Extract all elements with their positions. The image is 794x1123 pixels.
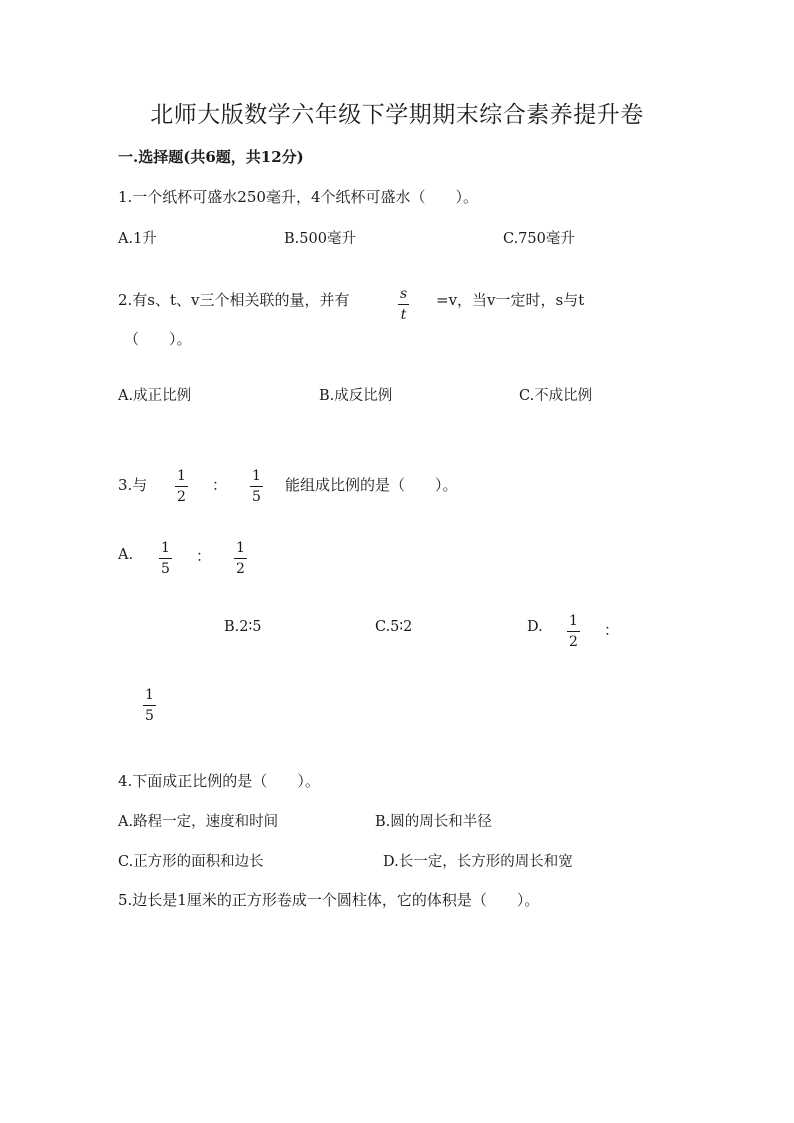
question-2-text-before: 2.有s、t、v三个相关联的量，并有 <box>118 291 350 309</box>
ratio-colon: ： <box>196 547 212 565</box>
question-4-option-d[interactable]: D.长一定，长方形的周长和宽 <box>383 854 573 870</box>
section-heading: 一.选择题(共6题，共12分) <box>118 148 304 166</box>
ratio-colon: ： <box>604 621 620 639</box>
fraction-numerator: 1 <box>159 541 172 559</box>
question-2-text-after: =v，当v一定时，s与t <box>436 291 585 309</box>
fraction-numerator: 1 <box>567 614 580 632</box>
question-3-suffix: 能组成比例的是（ ）。 <box>285 476 458 494</box>
fraction-denominator: t <box>400 307 407 323</box>
question-1-option-c[interactable]: C.750毫升 <box>503 231 575 247</box>
question-2-option-a[interactable]: A.成正比例 <box>118 388 192 404</box>
page-title: 北师大版数学六年级下学期期末综合素养提升卷 <box>150 102 644 128</box>
fraction-numerator: 1 <box>175 469 188 487</box>
fraction-denominator: 5 <box>252 489 261 505</box>
question-3-option-d-fraction-2 <box>143 688 156 723</box>
question-2-answer-blank: （ ）。 <box>124 330 192 348</box>
question-3-option-d-label[interactable]: D. <box>527 619 543 635</box>
question-3-option-a-label[interactable]: A. <box>118 547 134 563</box>
question-2-fraction <box>398 287 409 322</box>
question-3-fraction-1 <box>175 469 188 504</box>
question-1-option-a[interactable]: A.1升 <box>118 231 157 247</box>
fraction-numerator: 1 <box>234 541 247 559</box>
fraction-denominator: 2 <box>177 489 186 505</box>
fraction-denominator: 5 <box>161 561 170 577</box>
question-4-option-b[interactable]: B.圆的周长和半径 <box>375 814 492 830</box>
question-3-option-b[interactable]: B.2∶5 <box>224 619 262 635</box>
fraction-denominator: 2 <box>569 634 578 650</box>
question-3-option-a-fraction-2 <box>234 541 247 576</box>
fraction-denominator: 5 <box>145 708 154 724</box>
fraction-numerator: 1 <box>143 688 156 706</box>
question-4-text: 4.下面成正比例的是（ ）。 <box>118 772 320 790</box>
fraction-numerator: s <box>398 287 409 305</box>
question-1-option-b[interactable]: B.500毫升 <box>284 231 356 247</box>
question-4-option-c[interactable]: C.正方形的面积和边长 <box>118 854 264 870</box>
question-3-fraction-2 <box>250 469 263 504</box>
question-3-option-a-fraction-1 <box>159 541 172 576</box>
question-2-option-c[interactable]: C.不成比例 <box>519 388 593 404</box>
fraction-numerator: 1 <box>250 469 263 487</box>
question-5-text: 5.边长是1厘米的正方形卷成一个圆柱体，它的体积是（ ）。 <box>118 891 540 909</box>
question-4-option-a[interactable]: A.路程一定，速度和时间 <box>118 814 279 830</box>
question-3-option-c[interactable]: C.5∶2 <box>375 619 413 635</box>
question-3-option-d-fraction-1 <box>567 614 580 649</box>
question-1-text: 1.一个纸杯可盛水250毫升，4个纸杯可盛水（ ）。 <box>118 188 478 206</box>
question-3-prefix: 3.与 <box>118 476 148 494</box>
fraction-denominator: 2 <box>236 561 245 577</box>
ratio-colon: ： <box>212 476 228 494</box>
question-2-option-b[interactable]: B.成反比例 <box>319 388 393 404</box>
